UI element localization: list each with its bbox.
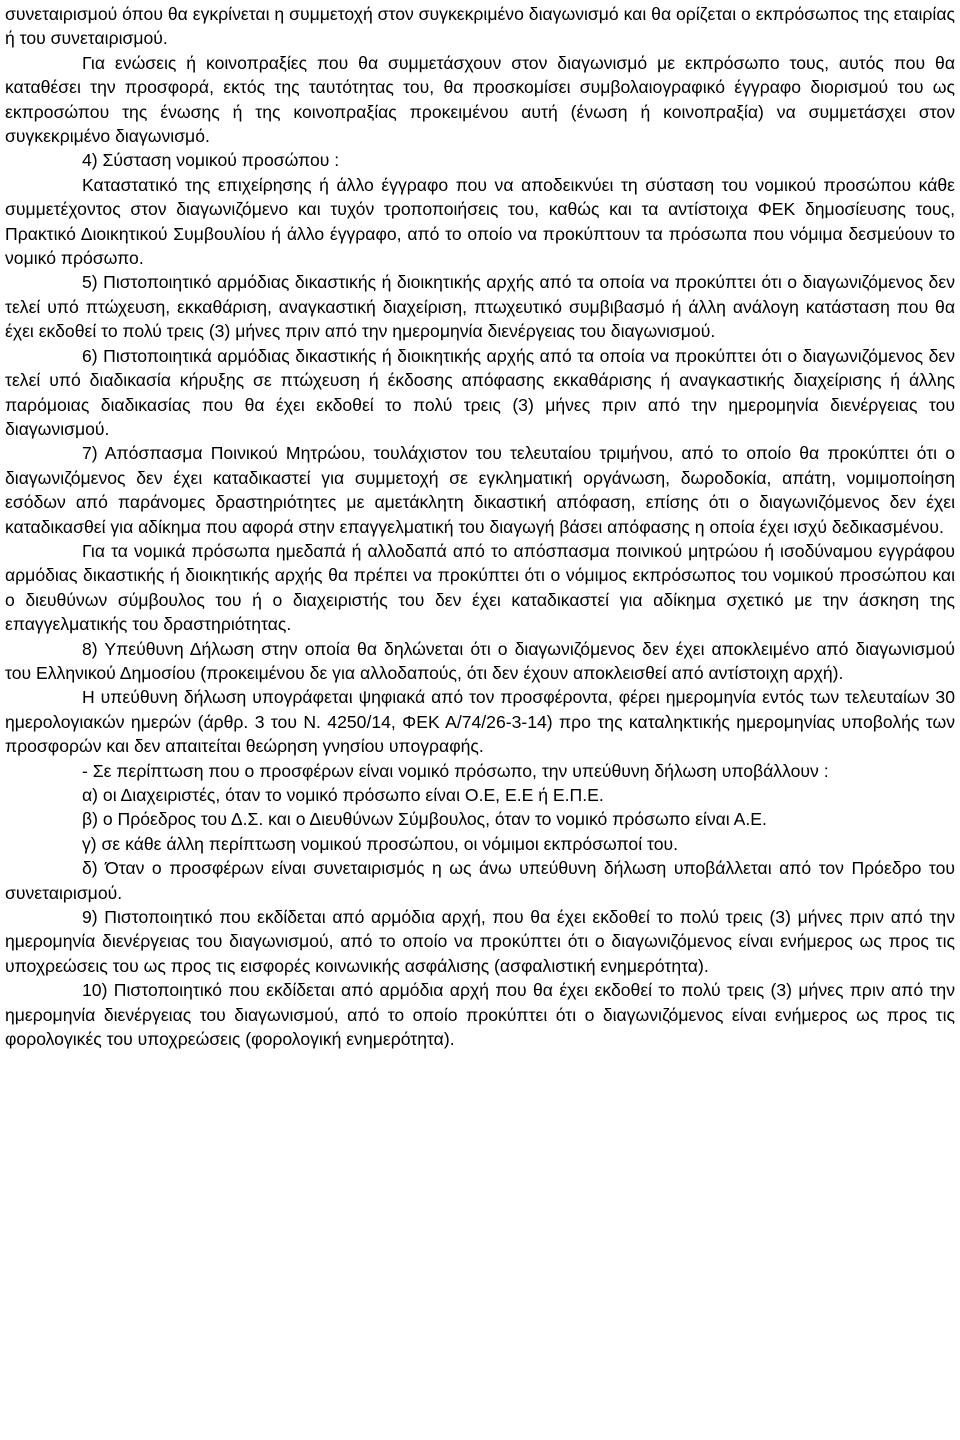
item-7: 7) Απόσπασμα Ποινικού Μητρώου, τουλάχιστον του τελευταίου τριμήνου, από το οποίο θα προκύπτει ότι ο διαγωνιζόμενος δεν έχει καταδικαστεί για συμμετοχή σε εγκληματική οργάνωση, δωροδοκία, απάτη, νομιμοποίηση εσόδων από παράνομες δραστηριότητες με αμετάκλητη δικαστική απόφαση, επίσης ότι ο διαγωνιζόμενος δεν έχει καταδικασθεί για αδίκημα που αφορά στην επαγγελματική του διαγωγή βάσει απόφασης η οποία έχει ισχύ δεδικασμένου. (5, 443, 955, 537)
item-7-legal-entities: Για τα νομικά πρόσωπα ημεδαπά ή αλλοδαπά από το απόσπασμα ποινικού μητρώου ή ισοδύναμου εγγράφου αρμόδιας δικαστικής ή διοικητικής αρχής θα πρέπει να προκύπτει ότι ο νόμιμος εκπρόσωπος του νομικού προσώπου και ο διευθύνων σύμβουλος του ή ο διαχειριστής του δεν έχει καταδικαστεί για αδίκημα σχετικό με την άσκηση της επαγγελματικής του δραστηριότητας. (5, 540, 955, 635)
item-10: 10) Πιστοποιητικό που εκδίδεται από αρμόδια αρχή που θα έχει εκδοθεί το πολύ τρεις (3) μήνες πριν από την ημερομηνία διενέργειας του διαγωνισμού, από το οποίο προκύπτει ότι ο διαγωνιζόμενος είναι ενήμερος ως προς τις φορολογικές του υποχρεώσεις (φορολογική ενημερότητα). (5, 980, 955, 1050)
item-6: 6) Πιστοποιητικά αρμόδιας δικαστικής ή διοικητικής αρχής από τα οποία να προκύπτει ότι ο διαγωνιζόμενος δεν τελεί υπό διαδικασία κήρυξης σε πτώχευση ή έκδοσης απόφασης εκκαθάρισης ή αναγκαστικής διαχείρισης ή άλλης παρόμοιας διαδικασίας που θα έχει εκδοθεί το πολύ τρεις (3) μήνες πριν από την ημερομηνία διενέργειας του διαγωνισμού. (5, 345, 955, 439)
item-8-legal-entity-intro: - Σε περίπτωση που ο προσφέρων είναι νομικό πρόσωπο, την υπεύθυνη δήλωση υποβάλλουν : (82, 760, 829, 781)
item-8-sub-b: β) ο Πρόεδρος του Δ.Σ. και ο Διευθύνων Σύμβουλος, όταν το νομικό πρόσωπο είναι Α.Ε. (82, 809, 767, 830)
item-8-sub-d: δ) Όταν ο προσφέρων είναι συνεταιρισμός η ως άνω υπεύθυνη δήλωση υποβάλλεται από τον Πρόεδρο του συνεταιρισμού. (5, 858, 955, 903)
item-8: 8) Υπεύθυνη Δήλωση στην οποία θα δηλώνεται ότι ο διαγωνιζόμενος δεν έχει αποκλειμένο από διαγωνισμού του Ελληνικού Δημοσίου (προκειμένου δε για αλλοδαπούς, ότι δεν έχουν αποκλεισθεί από αντίστοιχη αρχή). (5, 638, 955, 683)
item-4-body: Καταστατικό της επιχείρησης ή άλλο έγγραφο που να αποδεικνύει τη σύσταση του νομικού προσώπου κάθε συμμετέχοντος στον διαγωνιζόμενο και τυχόν τροποποιήσεις του, καθώς και τα αντίστοιχα ΦΕΚ δημοσίευσης τους, Πρακτικό Διοικητικού Συμβουλίου ή άλλο έγγραφο, από το οποίο να προκύπτουν τα πρόσωπα που νόμιμα δεσμεύουν το νομικό πρόσωπο. (5, 174, 955, 269)
document-body (5, 2, 955, 1051)
item-9: 9) Πιστοποιητικό που εκδίδεται από αρμόδια αρχή, που θα έχει εκδοθεί το πολύ τρεις (3) μήνες πριν από την ημερομηνία διενέργειας του διαγωνισμού, από το οποίο να προκύπτει ότι ο διαγωνιζόμενος είναι ενήμερος ως προς τις υποχρεώσεις του ως προς τις εισφορές κοινωνικής ασφάλισης (ασφαλιστική ενημερότητα). (5, 907, 955, 976)
item-8-sub-c: γ) σε κάθε άλλη περίπτωση νομικού προσώπου, οι νόμιμοι εκπρόσωποί του. (82, 833, 679, 854)
item-8-sub-a: α) οι Διαχειριστές, όταν το νομικό πρόσωπο είναι Ο.Ε, Ε.Ε ή Ε.Π.Ε. (82, 785, 604, 805)
item-8-signature-note: Η υπεύθυνη δήλωση υπογράφεται ψηφιακά από τον προσφέροντα, φέρει ημερομηνία εντός των τελευταίων 30 ημερολογιακών ημερών (άρθρ. 3 του Ν. 4250/14, ΦΕΚ Α/74/26-3-14) προ της καταληκτικής ημερομηνίας υποβολής των προσφορών και δεν απαιτείται θεώρηση γνησίου υπογραφής. (5, 687, 955, 757)
paragraph-joint-ventures: Για ενώσεις ή κοινοπραξίες που θα συμμετάσχουν στον διαγωνισμό με εκπρόσωπο τους, αυτός που θα καταθέσει την προσφορά, εκτός της ταυτότητας του, θα προσκομίσει συμβολαιογραφικό έγγραφο διορισμού του ως εκπροσώπου της ένωσης ή της κοινοπραξίας προκειμένου αυτή (ένωση ή κοινοπραξία) να συμμετάσχει στον συγκεκριμένο διαγωνισμό. (5, 52, 955, 147)
item-4-heading: 4) Σύσταση νομικού προσώπου : (82, 150, 340, 171)
item-5: 5) Πιστοποιητικό αρμόδιας δικαστικής ή διοικητικής αρχής από τα οποία να προκύπτει ότι ο διαγωνιζόμενος δεν τελεί υπό πτώχευση, εκκαθάριση, αναγκαστική διαχείριση, πτωχευτικό συμβιβασμό ή άλλη ανάλογη κατάσταση που θα έχει εκδοθεί το πολύ τρεις (3) μήνες πριν από την ημερομηνία διενέργειας του διαγωνισμού. (5, 272, 955, 342)
paragraph-continuation: συνεταιρισμού όπου θα εγκρίνεται η συμμετοχή στον συγκεκριμένο διαγωνισμό και θα ορίζεται ο εκπρόσωπος της εταιρίας ή του συνεταιρισμού. (5, 4, 955, 49)
